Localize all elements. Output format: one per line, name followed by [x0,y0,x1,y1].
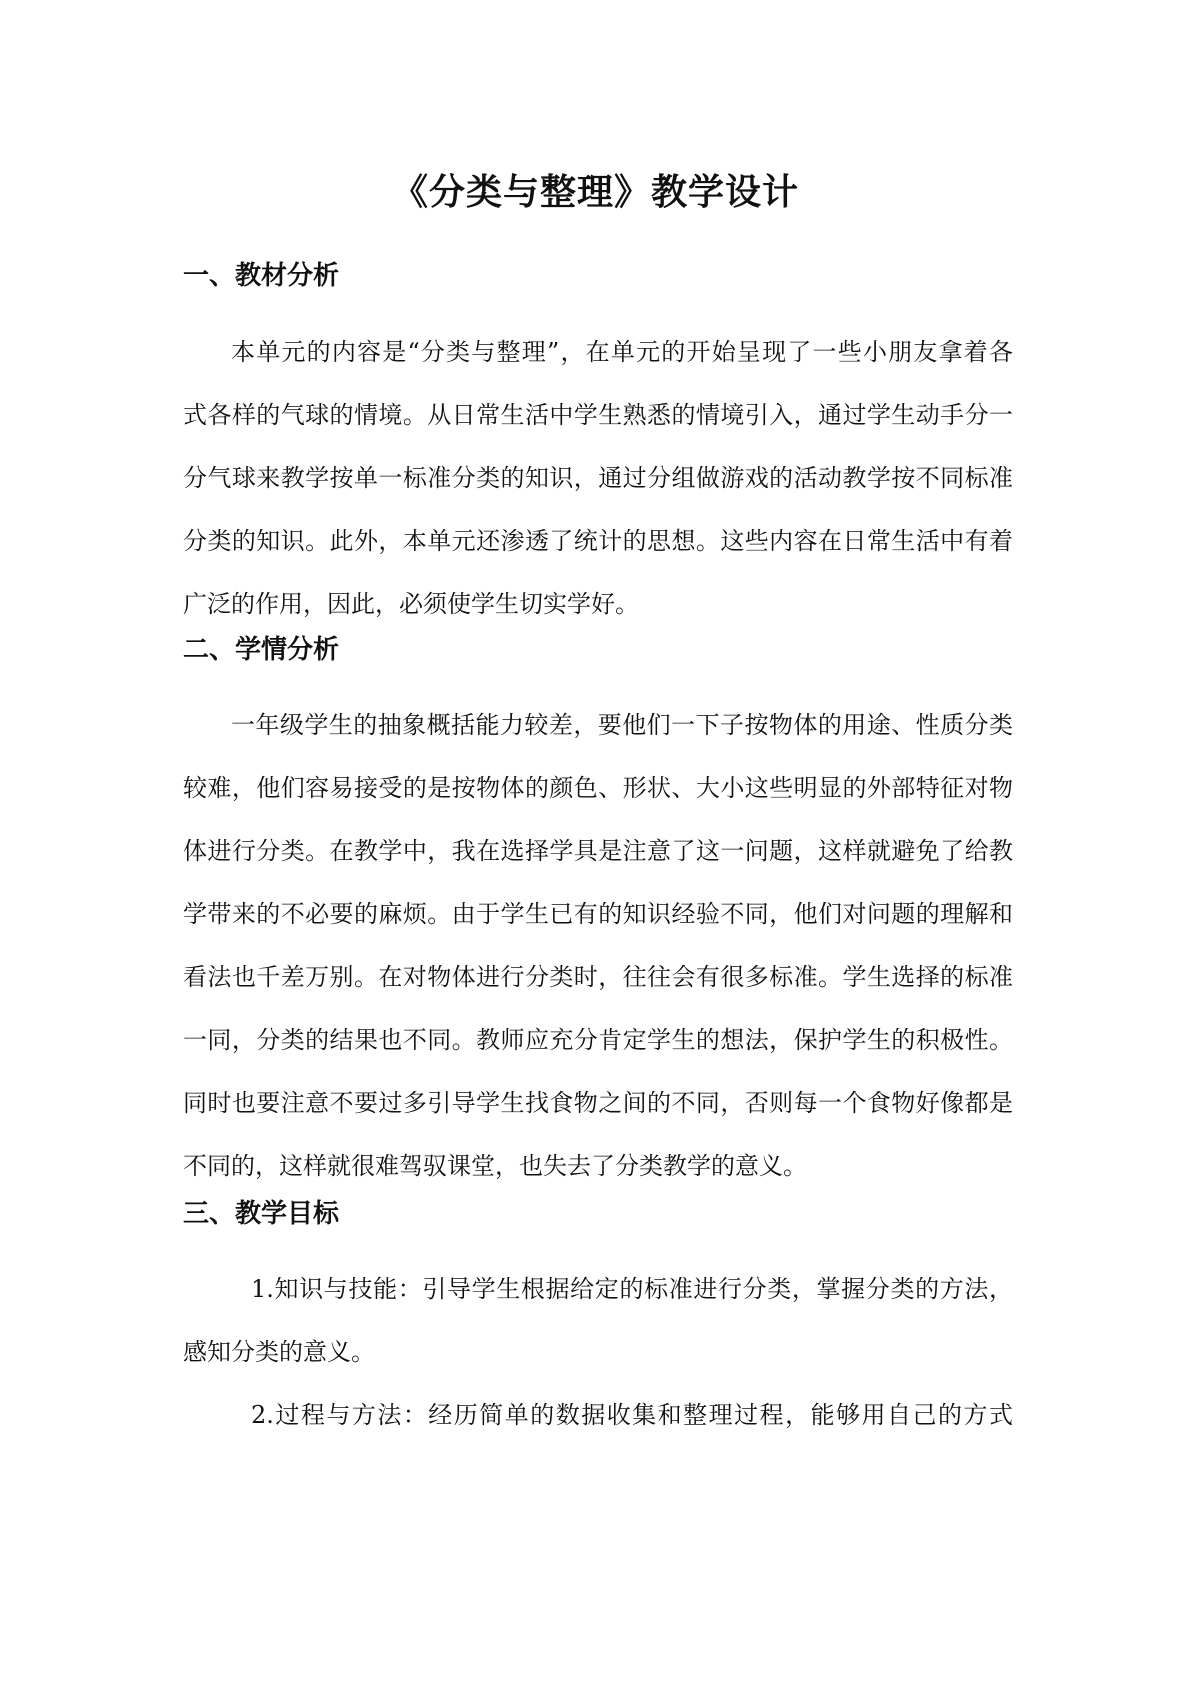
objective-item-1 [183,1258,1013,1384]
paragraph-line: 分类的知识。此外，本单元还渗透了统计的思想。这些内容在日常生活中有着 [183,527,1013,555]
paragraph-line: 1.知识与技能：引导学生根据给定的标准进行分类，掌握分类的方法， [251,1275,1013,1303]
document-title: 《分类与整理》教学设计 [391,171,799,213]
section-2-paragraph [183,694,1013,1198]
paragraph-line: 感知分类的意义。 [183,1338,375,1366]
section-heading-2: 二、学情分析 [183,635,340,665]
section-1-paragraph [183,321,1013,636]
paragraph-line: 较难，他们容易接受的是按物体的颜色、形状、大小这些明显的外部特征对物 [183,774,1013,802]
paragraph-line: 同时也要注意不要过多引导学生找食物之间的不同，否则每一个食物好像都是 [183,1089,1013,1117]
paragraph-line: 看法也千差万别。在对物体进行分类时，往往会有很多标准。学生选择的标准 [183,963,1013,991]
paragraph-line: 一年级学生的抽象概括能力较差，要他们一下子按物体的用途、性质分类 [231,711,1013,739]
paragraph-line: 学带来的不必要的麻烦。由于学生已有的知识经验不同，他们对问题的理解和 [183,900,1013,928]
section-heading-3: 三、教学目标 [183,1199,340,1229]
section-heading-1: 一、教材分析 [183,261,340,291]
paragraph-line: 本单元的内容是“分类与整理”，在单元的开始呈现了一些小朋友拿着各 [231,338,1013,366]
paragraph-line: 分气球来教学按单一标准分类的知识，通过分组做游戏的活动教学按不同标准 [183,464,1013,492]
paragraph-line: 不同的，这样就很难驾驭课堂，也失去了分类教学的意义。 [183,1152,807,1180]
paragraph-line: 一同，分类的结果也不同。教师应充分肯定学生的想法，保护学生的积极性。 [183,1026,1013,1054]
paragraph-line: 2.过程与方法：经历简单的数据收集和整理过程，能够用自己的方式 [251,1401,1013,1429]
paragraph-line: 体进行分类。在教学中，我在选择学具是注意了这一问题，这样就避免了给教 [183,837,1013,865]
paragraph-line: 广泛的作用，因此，必须使学生切实学好。 [183,590,639,618]
objective-item-2 [183,1384,1013,1447]
paragraph-line: 式各样的气球的情境。从日常生活中学生熟悉的情境引入，通过学生动手分一 [183,401,1013,429]
